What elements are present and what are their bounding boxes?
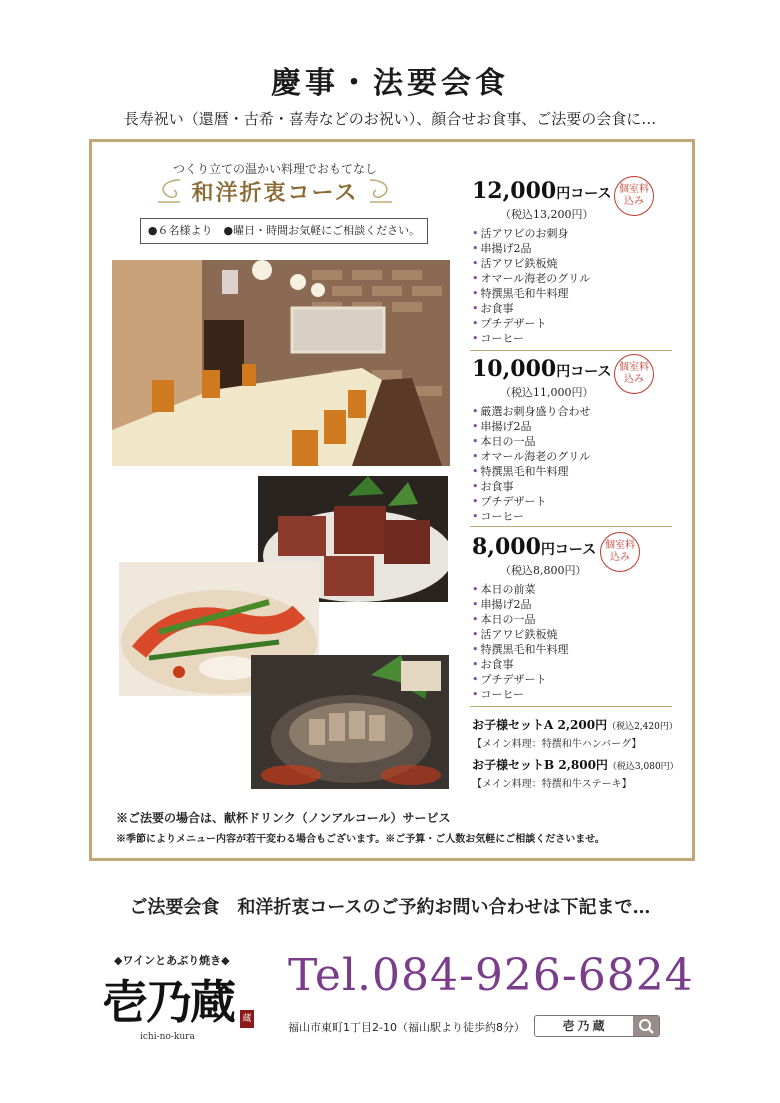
private-room-badge: 個室料 込み [614,354,654,394]
kids-set-a-main: 【メイン料理：特撰和牛ハンバーグ】 [472,739,642,750]
search-query[interactable]: 壱乃蔵 [562,1019,608,1033]
course-items [472,582,672,702]
course-items [472,404,672,524]
kids-sets [472,716,682,796]
course-tagline: つくり立ての温かい料理でおもてなし [172,162,377,176]
kids-set-a: お子様セットA 2,200円（税込2,420円） [472,718,678,732]
kids-set-b: お子様セットB 2,800円（税込3,080円） [472,758,679,772]
list-item: • 本日の前菜 [472,582,672,597]
logo-name: 壱乃蔵 [102,975,234,1029]
course-price: 12,000円コース [472,178,612,204]
logo-roman: ichi-no-kura [140,1032,195,1042]
contact-heading: ご法要会食 和洋折衷コースのご予約お問い合わせは下記まで… [129,897,651,918]
list-item: • お食事 [472,479,672,494]
list-item: • プチデザート [472,494,672,509]
list-item: • 厳選お刺身盛り合わせ [472,404,672,419]
list-item: • 特撰黒毛和牛料理 [472,464,672,479]
course-price: 10,000円コース [472,356,612,382]
footnote-seasonal: ※季節によりメニュー内容が若干変わる場合もございます。※ご予算・ご人数お気軽にご相談くださいませ。 [116,834,605,845]
phone-number[interactable]: Tel.084-926-6824 [288,950,694,1001]
list-item: • お食事 [472,301,672,316]
ornament-right-icon [366,176,396,204]
list-item: • プチデザート [472,672,672,687]
private-room-badge: 個室料 込み [600,532,640,572]
course-tax: （税込11,000円） [500,386,594,399]
list-item: • 本日の一品 [472,612,672,627]
address: 福山市東町1丁目2-10（福山駅より徒歩約8分） [288,1021,525,1034]
list-item: • 特撰黒毛和牛料理 [472,286,672,301]
list-item: • 串揚げ2品 [472,419,672,434]
course-items [472,226,672,346]
list-item: • 串揚げ2品 [472,597,672,612]
restaurant-logo [100,952,260,1062]
search-icon [633,1016,659,1036]
course-8000 [472,534,672,702]
course-divider [470,706,672,707]
dining-room-photo [112,260,450,466]
list-item: • 本日の一品 [472,434,672,449]
reservation-note: ●６名様より ●曜日・時間お気軽にご相談ください。 [140,218,428,244]
list-item: • コーヒー [472,331,672,346]
logo-seal: 蔵 [240,1010,254,1028]
private-room-badge: 個室料 込み [614,176,654,216]
course-divider [470,350,672,351]
list-item: • 活アワビ鉄板焼 [472,256,672,271]
list-item: • 串揚げ2品 [472,241,672,256]
course-heading [150,158,400,208]
list-item: • お食事 [472,657,672,672]
list-item: • プチデザート [472,316,672,331]
list-item: • オマール海老のグリル [472,449,672,464]
abalone-photo [251,655,449,789]
course-tax: （税込8,800円） [500,564,587,577]
kids-set-b-main: 【メイン料理：特撰和牛ステーキ】 [472,779,632,790]
course-divider [470,526,672,527]
list-item: • コーヒー [472,509,672,524]
footnote-memorial: ※ご法要の場合は、献杯ドリンク（ノンアルコール）サービス [116,811,451,825]
search-button[interactable] [633,1016,659,1036]
course-price: 8,000円コース [472,534,597,560]
course-tax: （税込13,200円） [500,208,594,221]
logo-tagline: ◆ワインとあぶり焼き◆ [114,954,230,967]
list-item: • オマール海老のグリル [472,271,672,286]
search-box[interactable] [534,1015,660,1037]
page-title: 慶事・法要会食 [271,66,509,101]
course-title: 和洋折衷コース [191,180,359,206]
list-item: • 特撰黒毛和牛料理 [472,642,672,657]
list-item: • コーヒー [472,687,672,702]
list-item: • 活アワビ鉄板焼 [472,627,672,642]
list-item: • 活アワビのお刺身 [472,226,672,241]
page-subtitle: 長寿祝い（還暦・古希・喜寿などのお祝い）、顔合せお食事、ご法要の会食に… [123,110,657,128]
